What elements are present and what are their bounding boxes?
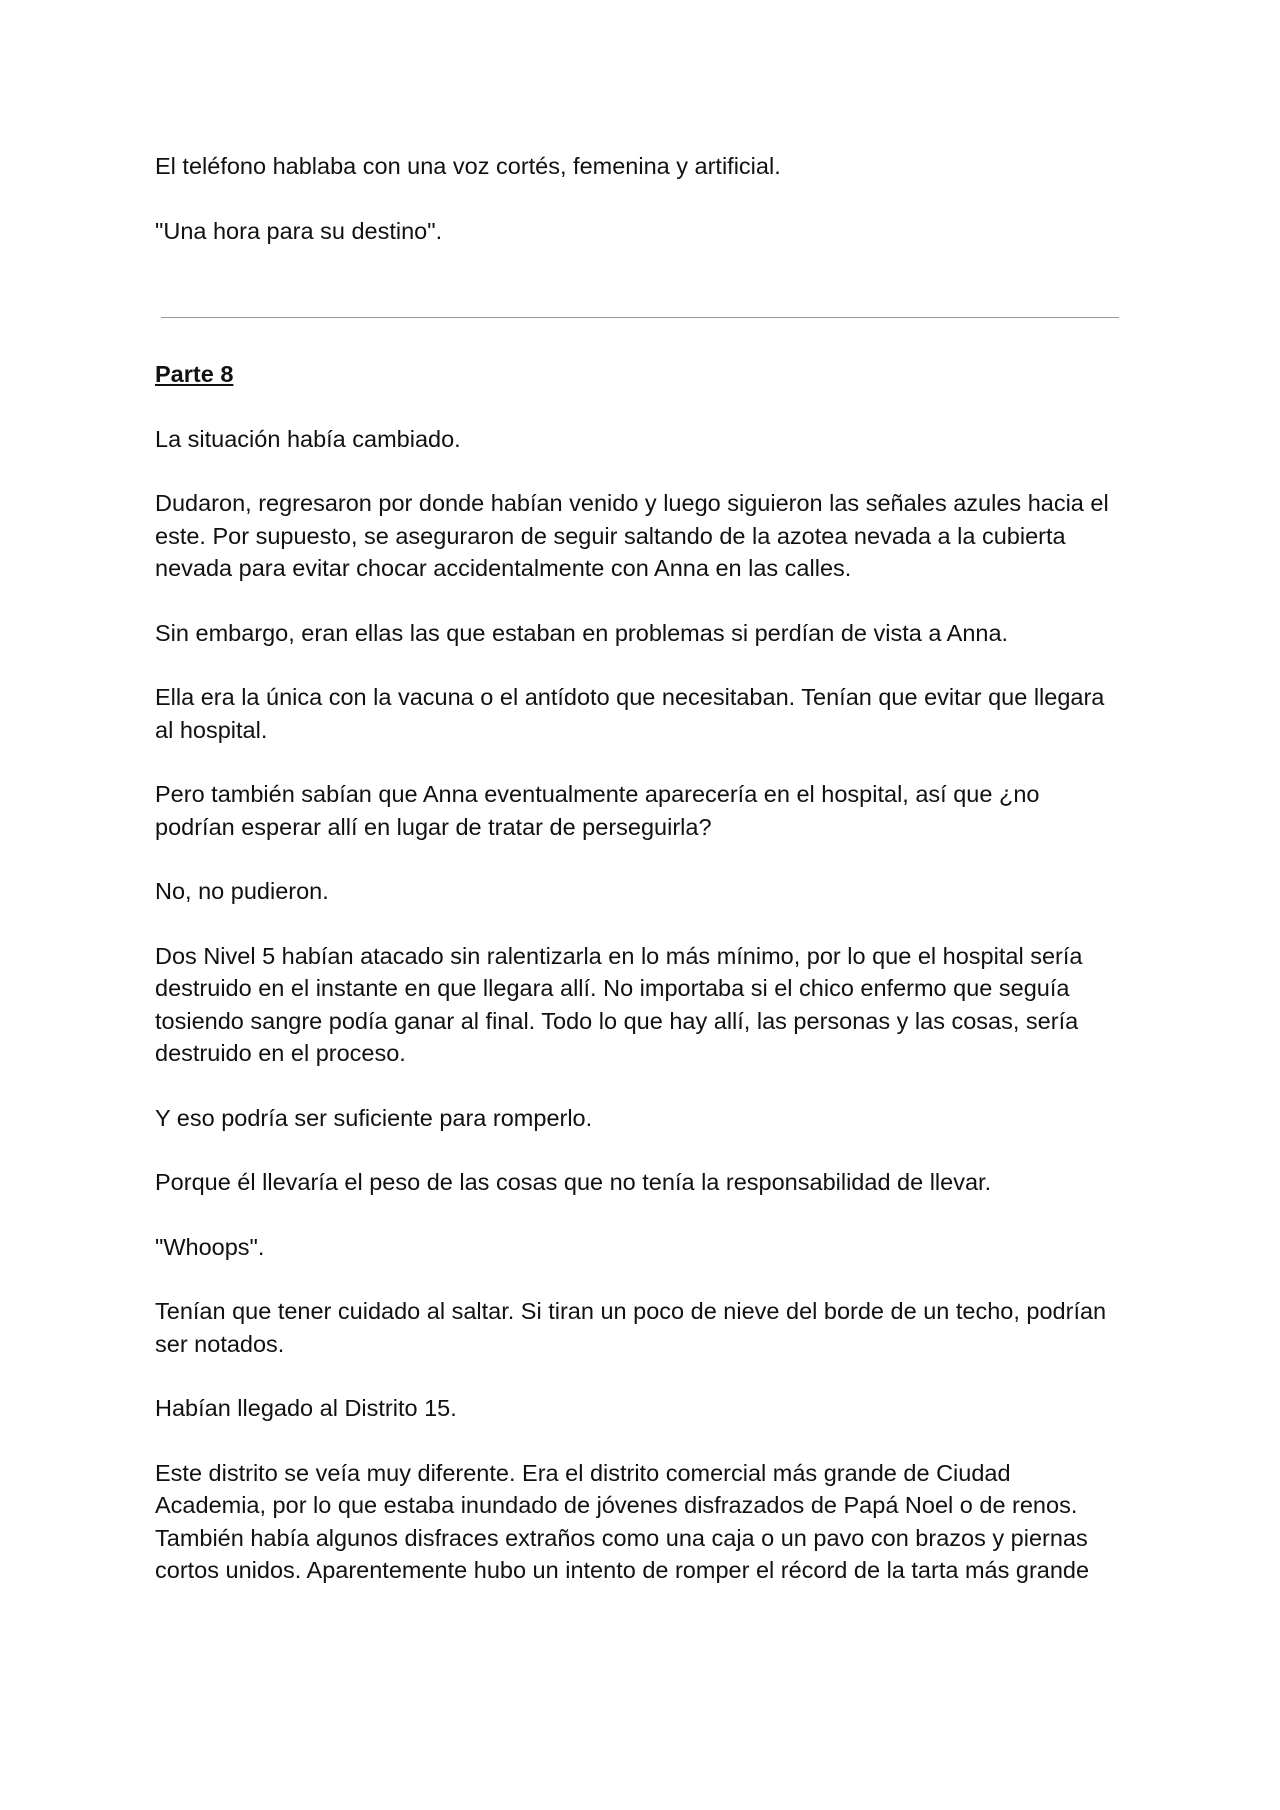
- body-paragraph-6: No, no pudieron.: [155, 878, 329, 904]
- body-paragraph-9: Porque él llevaría el peso de las cosas que no tenía la responsabilidad de llevar.: [155, 1169, 992, 1195]
- intro-paragraph-2: "Una hora para su destino".: [155, 217, 443, 244]
- body-paragraph-3: Sin embargo, eran ellas las que estaban en problemas si perdían de vista a Anna.: [155, 619, 1009, 646]
- body-paragraph-10: "Whoops".: [155, 1233, 265, 1260]
- body-paragraph-13: Este distrito se veía muy diferente. Era el distrito comercial más grande de Ciudad Academia, por lo que estaba inundado de jóvenes disfrazados de Papá Noel o de renos. También había algunos disfraces extraños como una caja o un pavo con brazos y piernas cortos unidos. Aparentemente hubo un intento de romper el récord de la tarta más grande: [155, 1459, 1090, 1583]
- body-paragraph-12: Habían llegado al Distrito 15.: [155, 1395, 457, 1421]
- body-paragraph-8: Y eso podría ser suficiente para romperlo.: [155, 1104, 593, 1131]
- body-paragraph-4: Ella era la única con la vacuna o el antídoto que necesitaban. Tenían que evitar que llegara al hospital.: [155, 684, 1105, 743]
- body-paragraph-11: Tenían que tener cuidado al saltar. Si tiran un poco de nieve del borde de un techo, podrían ser notados.: [155, 1298, 1107, 1357]
- body-paragraph-1: La situación había cambiado.: [155, 425, 461, 452]
- body-paragraph-2: Dudaron, regresaron por donde habían venido y luego siguieron las señales azules hacia el este. Por supuesto, se aseguraron de seguir saltando de la azotea nevada a la cubierta nevada para evitar chocar accidentalmente con Anna en las calles.: [155, 490, 1109, 581]
- body-paragraph-5: Pero también sabían que Anna eventualmente aparecería en el hospital, así que ¿no podrían esperar allí en lugar de tratar de perseguirla?: [155, 781, 1040, 840]
- section-heading: Parte 8: [155, 361, 234, 387]
- body-paragraph-7: Dos Nivel 5 habían atacado sin ralentizarla en lo más mínimo, por lo que el hospital sería destruido en el instante en que llegara allí. No importaba si el chico enfermo que seguía tosiendo sangre podía ganar al final. Todo lo que hay allí, las personas y las cosas, sería destruido en el proceso.: [155, 942, 1083, 1066]
- section-divider: [161, 317, 1119, 318]
- intro-paragraph-1: El teléfono hablaba con una voz cortés, femenina y artificial.: [155, 153, 781, 179]
- document-page: [155, 150, 1120, 1619]
